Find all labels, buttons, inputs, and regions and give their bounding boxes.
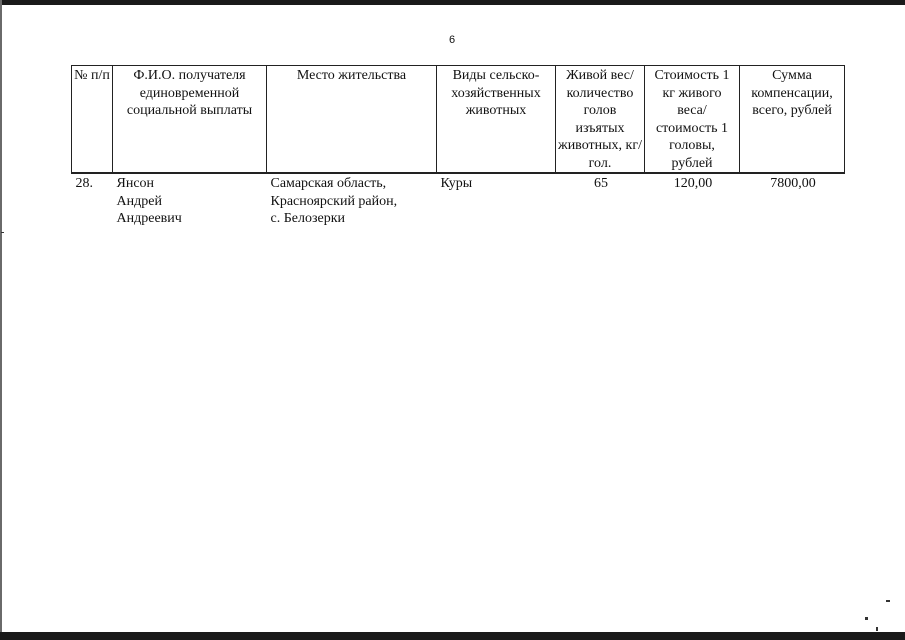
page-number: 6 (449, 34, 456, 46)
header-recipient-name: Ф.И.О. получателя единовременной социальной выплаты (113, 66, 267, 174)
table-row (72, 173, 845, 228)
scan-speck (876, 627, 878, 631)
table-header-row (72, 66, 845, 174)
address-region: Самарская область, (270, 176, 387, 191)
header-unit-cost: Стоимость 1 кг живого веса/ стоимость 1 головы, рублей (645, 66, 740, 174)
live-weight-count: 65 (594, 176, 608, 191)
header-number: № п/п (72, 66, 113, 174)
row-number: 28. (75, 176, 93, 191)
address-district: Красноярский район, (270, 193, 398, 209)
recipient-surname: Янсон (116, 176, 155, 191)
header-compensation: Сумма компенсации, всего, рублей (740, 66, 845, 174)
residence-address (267, 173, 437, 228)
compensation-total: 7800,00 (770, 176, 816, 191)
header-residence: Место жительства (267, 66, 437, 174)
address-village: с. Белозерки (270, 211, 345, 226)
compensation-table (71, 65, 845, 228)
scan-edge-left (0, 0, 2, 640)
cost-per-unit: 120,00 (673, 176, 713, 191)
scan-speck (1, 232, 4, 233)
scan-speck (886, 600, 890, 602)
header-animal-type: Виды сельско-хозяйственных животных (437, 66, 556, 174)
scan-edge-bottom (0, 632, 905, 640)
animal-type: Куры (440, 176, 473, 191)
scan-speck (865, 617, 868, 620)
recipient-patronymic: Андреевич (116, 211, 182, 226)
recipient-name (113, 173, 267, 228)
recipient-first-name: Андрей (116, 193, 162, 209)
scan-edge-top (0, 0, 905, 5)
header-live-weight: Живой вес/ количество голов изъятых животных, кг/гол. (556, 66, 645, 174)
